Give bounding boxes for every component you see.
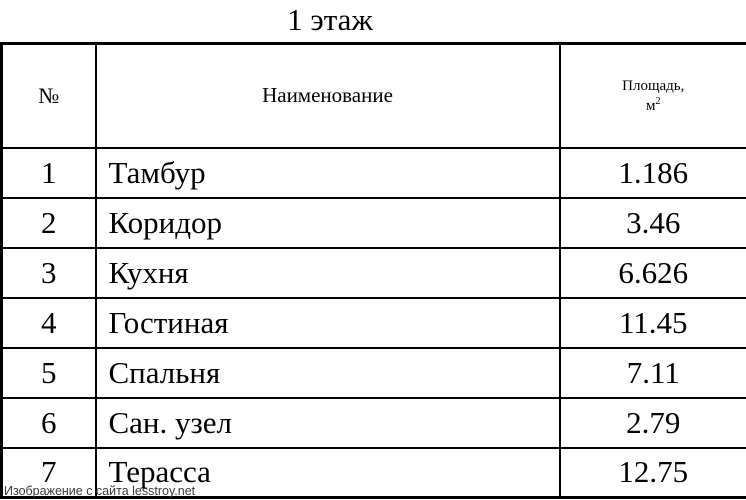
row-number-cell: 1 [2,148,96,198]
table-row [2,148,746,198]
area-value-cell: 11.45 [560,298,746,348]
room-name-cell: Спальня [96,348,560,398]
row-number-cell: 6 [2,398,96,448]
area-value-cell: 1.186 [560,148,746,198]
area-value-cell: 3.46 [560,198,746,248]
table-header-row [2,44,746,148]
area-value-cell: 12.75 [560,448,746,498]
row-number-cell: 5 [2,348,96,398]
table-row [2,298,746,348]
room-name-cell: Гостиная [96,298,560,348]
floor-area-table [0,42,746,499]
room-name-cell: Кухня [96,248,560,298]
room-name-cell: Сан. узел [96,398,560,448]
table-row [2,248,746,298]
column-header-number: № [2,44,96,148]
table-row [2,348,746,398]
area-value-cell: 6.626 [560,248,746,298]
area-value-cell: 2.79 [560,398,746,448]
row-number-cell: 3 [2,248,96,298]
row-number-cell: 2 [2,198,96,248]
column-header-name: Наименование [96,44,560,148]
site-watermark: Изображение с сайта lesstroy.net [4,484,196,498]
area-header-line2 [561,96,746,116]
area-unit-superscript: 2 [655,95,661,107]
room-name-cell: Коридор [96,198,560,248]
page-title: 1 этаж [287,2,373,37]
table-row [2,398,746,448]
area-value-cell: 7.11 [560,348,746,398]
table-row [2,198,746,248]
room-name-cell: Терасса [96,448,560,498]
area-unit: м [646,97,656,114]
room-name-cell: Тамбур [96,148,560,198]
area-header-line1: Площадь, [622,77,685,94]
row-number-cell: 7 [2,448,96,498]
column-header-area [560,44,746,148]
row-number-cell: 4 [2,298,96,348]
